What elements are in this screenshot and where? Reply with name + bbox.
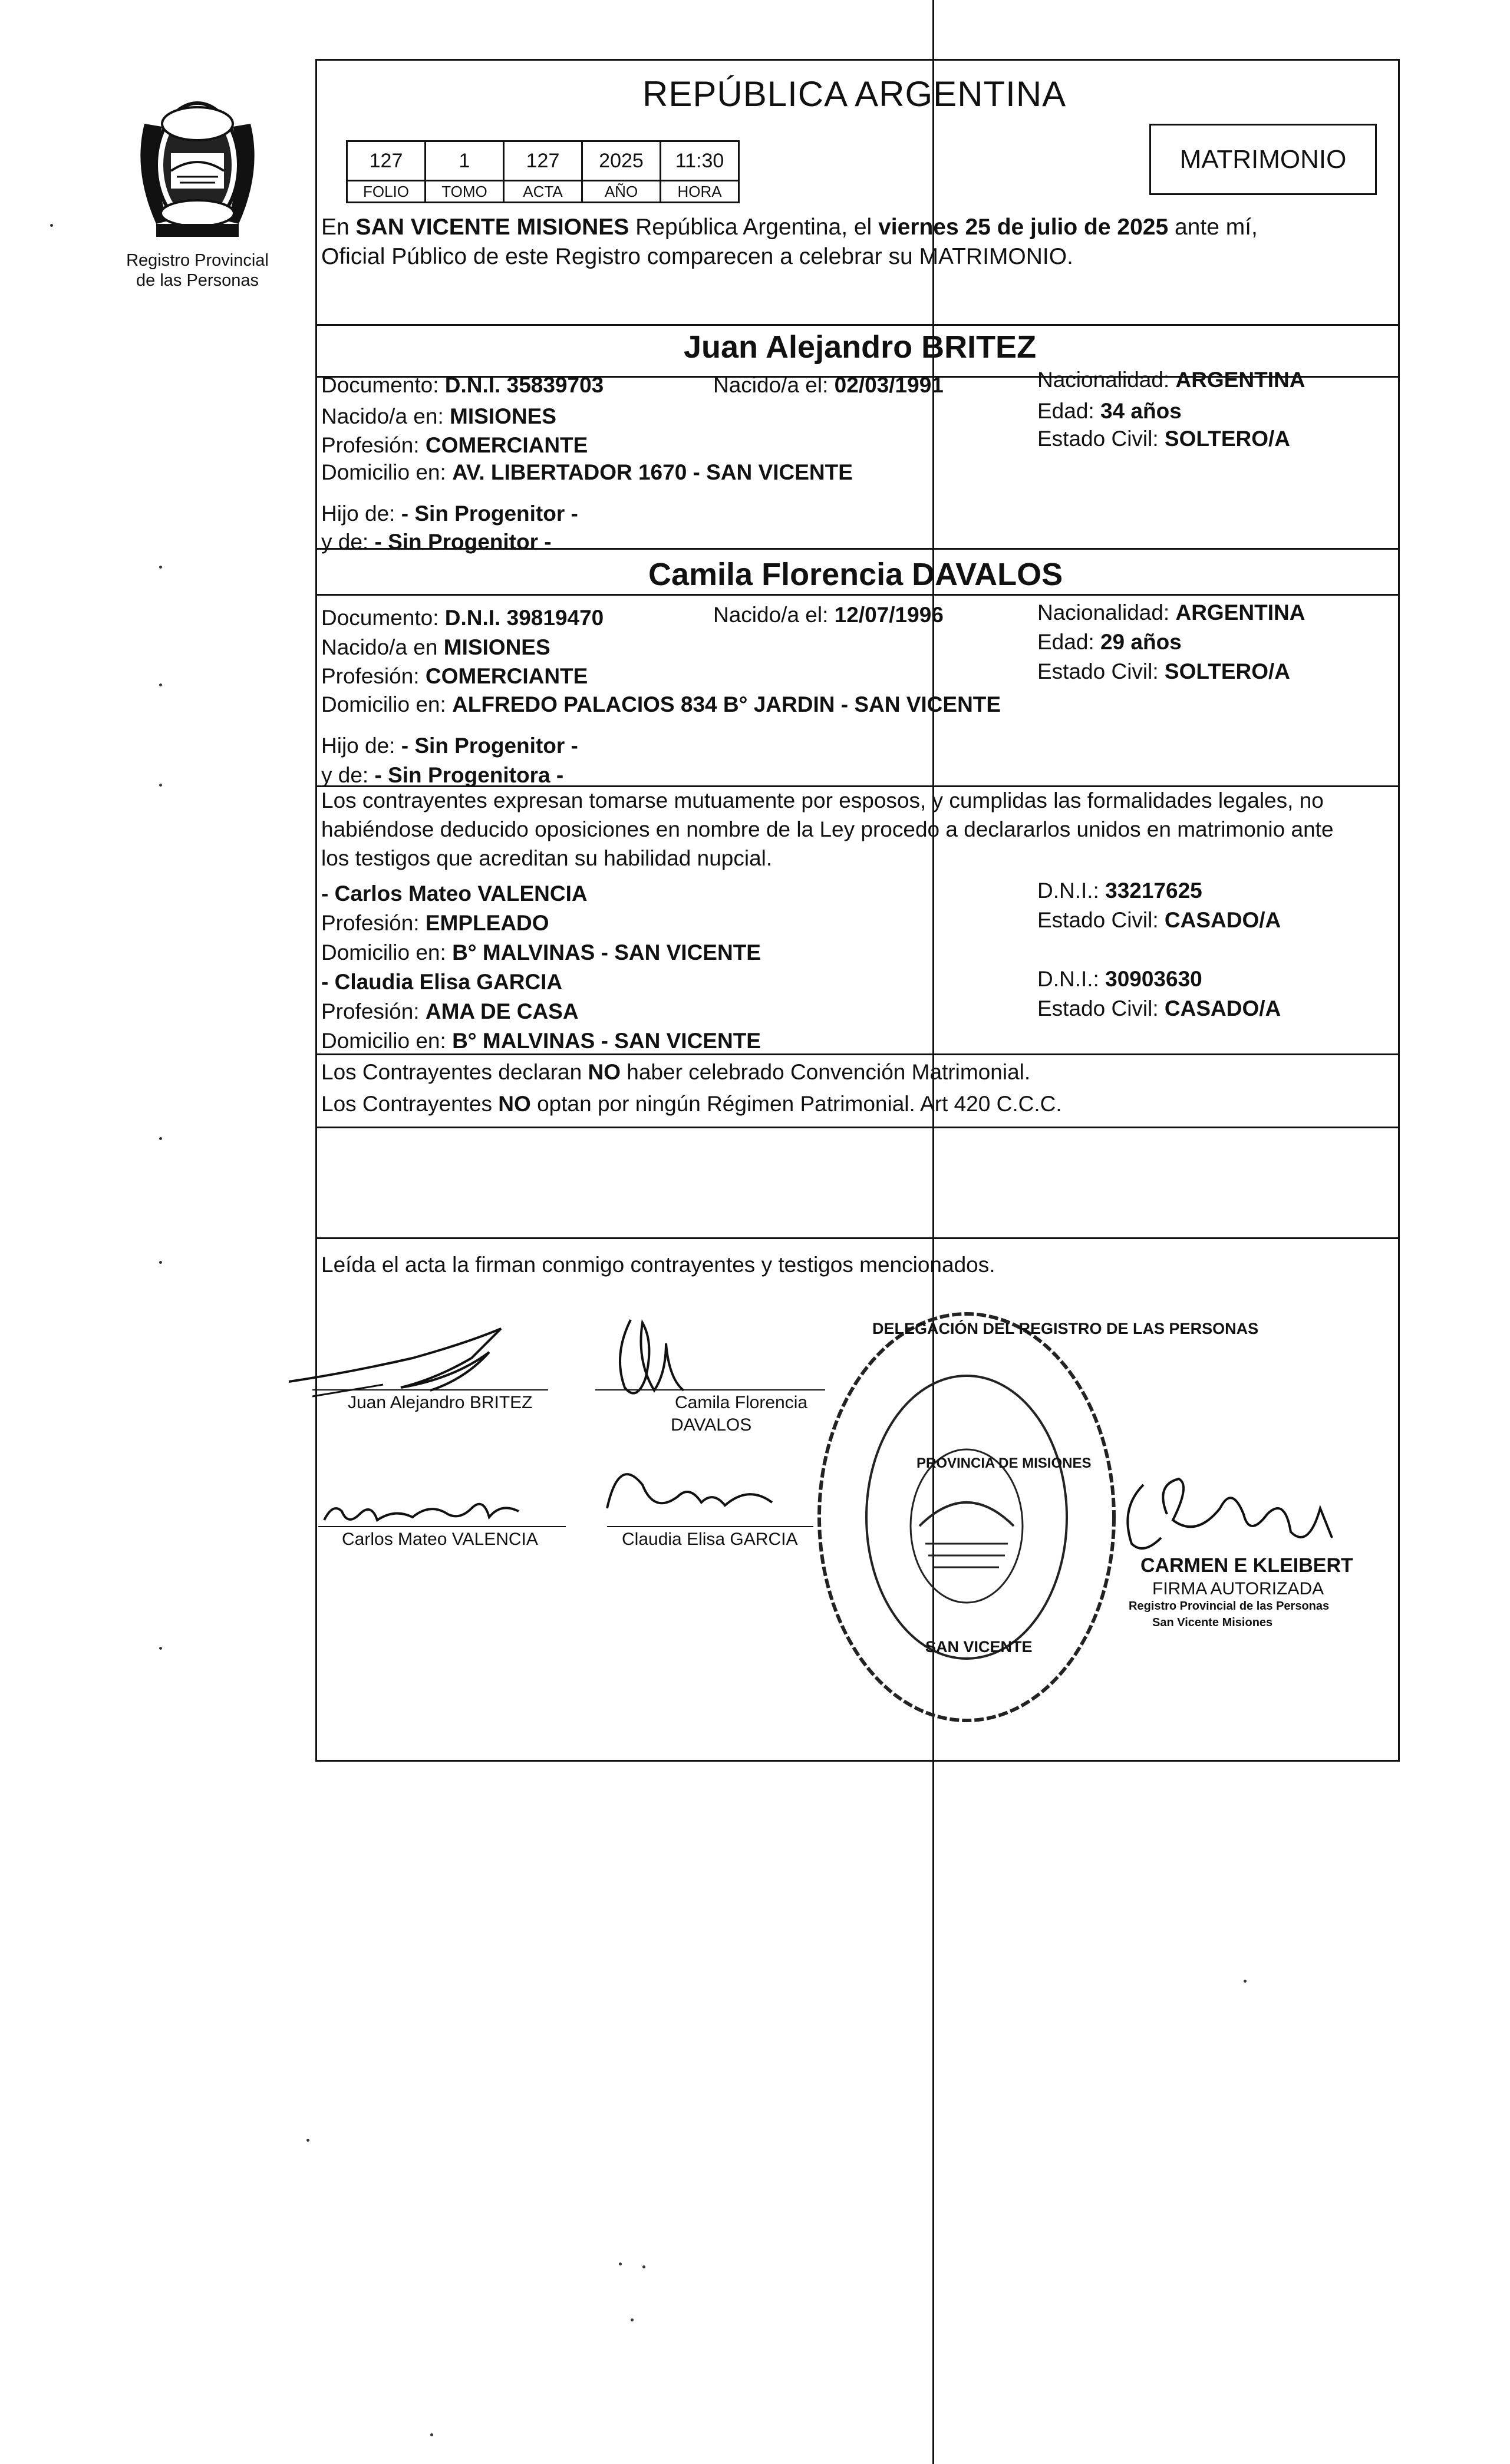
registry-logo [121, 88, 274, 247]
value: SOLTERO/A [1164, 659, 1291, 683]
scan-speck [631, 2318, 634, 2321]
spouse2-name: Camila Florencia DAVALOS [648, 557, 1063, 592]
label: Nacionalidad: [1037, 368, 1176, 392]
value: ARGENTINA [1175, 368, 1305, 392]
sig2-label-line2: DAVALOS [671, 1415, 752, 1435]
scan-speck [619, 2262, 622, 2265]
scan-speck [50, 224, 53, 227]
tomo-label: TOMO [426, 181, 504, 203]
emphasis: NO [588, 1060, 621, 1084]
value: AMA DE CASA [425, 999, 579, 1023]
label: Estado Civil: [1037, 427, 1165, 451]
intro-suffix: ante mí, [1168, 214, 1258, 240]
label: Estado Civil: [1037, 659, 1165, 683]
spouse2-civil-status [1037, 659, 1290, 685]
divider-blank [315, 1127, 1400, 1128]
spouse2-birthdate [713, 602, 944, 628]
spouse1-document [321, 372, 604, 398]
registry-table [346, 140, 740, 203]
value: CASADO/A [1164, 908, 1281, 932]
declaration-line1: Los contrayentes expresan tomarse mutuamente por esposos, y cumplidas las formalidades legales, no [321, 788, 1324, 812]
label: Documento: [321, 373, 445, 397]
act-type-box: MATRIMONIO [1149, 124, 1377, 195]
sig2-label-line1: Camila Florencia [675, 1393, 808, 1412]
label: Edad: [1037, 399, 1100, 423]
witness2-address [321, 1028, 761, 1054]
value: B° MALVINAS - SAN VICENTE [452, 940, 761, 965]
stamp-ring-text: DELEGACIÓN DEL REGISTRO DE LAS PERSONAS [872, 1320, 1259, 1337]
label: Hijo de: [321, 501, 401, 526]
label: Nacido/a el: [713, 373, 835, 397]
spouse2-parent1 [321, 733, 578, 759]
value: COMERCIANTE [425, 433, 588, 457]
acta-value: 127 [504, 141, 582, 181]
witness1-civil-status [1037, 907, 1281, 933]
declaration-line2: habiéndose deducido oposiciones en nombre de la Ley procedo a declararlos unidos en matrimonio ante [321, 817, 1334, 841]
spouse1-nationality [1037, 367, 1305, 393]
acta-label: ACTA [504, 181, 582, 203]
label: Nacido/a el: [713, 603, 835, 627]
spouse1-civil-status [1037, 426, 1290, 452]
label: Nacionalidad: [1037, 600, 1176, 625]
value: 29 años [1100, 630, 1182, 654]
official-name: CARMEN E KLEIBERT [1140, 1554, 1353, 1577]
spouse2-parent2 [321, 762, 563, 788]
label: Profesión: [321, 664, 426, 688]
value: CASADO/A [1164, 996, 1281, 1020]
stamp-bottom-text: SAN VICENTE [925, 1638, 1033, 1656]
label: y de: [321, 530, 375, 554]
label: Documento: [321, 606, 445, 630]
intro-line2: Oficial Público de este Registro comparecen a celebrar su MATRIMONIO. [321, 244, 1073, 269]
divider-closing [315, 1237, 1400, 1239]
label: Profesión: [321, 911, 426, 935]
anio-label: AÑO [582, 181, 661, 203]
value: COMERCIANTE [425, 664, 588, 688]
scan-speck [159, 1647, 162, 1650]
scan-speck [159, 1137, 162, 1140]
value: MISIONES [450, 404, 556, 428]
value: EMPLEADO [425, 911, 549, 935]
label: D.N.I.: [1037, 878, 1106, 903]
spouse2-address [321, 692, 1001, 718]
hora-value: 11:30 [661, 141, 739, 181]
label: Nacido/a en: [321, 404, 450, 428]
spouse1-address [321, 460, 853, 485]
stamp-inner-text: PROVINCIA DE MISIONES [916, 1455, 1092, 1471]
agreement-line2 [321, 1091, 1062, 1117]
value: D.N.I. 35839703 [444, 373, 604, 397]
value: - Sin Progenitora - [374, 763, 564, 787]
emphasis: NO [498, 1092, 531, 1116]
logo-caption-line2: de las Personas [136, 271, 259, 290]
sig3-line [318, 1526, 566, 1527]
label: Estado Civil: [1037, 996, 1165, 1020]
intro-prefix: En [321, 214, 356, 240]
value: 02/03/1991 [834, 373, 944, 397]
page-title: REPÚBLICA ARGENTINA [642, 74, 1067, 114]
label: Estado Civil: [1037, 908, 1165, 932]
label: Edad: [1037, 630, 1100, 654]
scan-speck [159, 683, 162, 686]
spouse1-birthdate [713, 372, 944, 398]
scan-speck [306, 2139, 309, 2142]
scan-speck [430, 2433, 433, 2436]
value: - Sin Progenitor - [374, 530, 552, 554]
divider-intro [315, 324, 1400, 326]
value: B° MALVINAS - SAN VICENTE [452, 1029, 761, 1053]
logo-caption-line1: Registro Provincial [126, 251, 269, 270]
value: 12/07/1996 [834, 603, 944, 627]
spouse2-age [1037, 629, 1182, 655]
value: ARGENTINA [1175, 600, 1305, 625]
spouse2-birthplace [321, 635, 550, 660]
label: D.N.I.: [1037, 967, 1106, 991]
divider-spouse2-name [315, 594, 1400, 596]
agreement-line1 [321, 1059, 1030, 1085]
official-role: FIRMA AUTORIZADA [1152, 1579, 1324, 1598]
sig1-line [312, 1389, 548, 1390]
spouse2-document [321, 605, 604, 631]
official-line4: San Vicente Misiones [1152, 1616, 1273, 1629]
label: Domicilio en: [321, 940, 453, 965]
intro-middle: República Argentina, el [629, 214, 879, 240]
value: AV. LIBERTADOR 1670 - SAN VICENTE [452, 460, 853, 484]
value: 34 años [1100, 399, 1182, 423]
spouse1-profession [321, 432, 588, 458]
spouse1-parent2 [321, 529, 552, 555]
sig4-line [607, 1526, 813, 1527]
spouse1-name: Juan Alejandro BRITEZ [684, 329, 1037, 365]
sig2-line [595, 1389, 825, 1390]
text: Los Contrayentes declaran [321, 1060, 588, 1084]
value: D.N.I. 39819470 [444, 606, 604, 630]
intro-place: SAN VICENTE MISIONES [355, 214, 629, 240]
scan-speck [159, 1261, 162, 1264]
value: ALFREDO PALACIOS 834 B° JARDIN - SAN VICENTE [452, 692, 1001, 716]
folio-value: 127 [347, 141, 426, 181]
witness1-name: - Carlos Mateo VALENCIA [321, 881, 588, 906]
witness2-civil-status [1037, 996, 1281, 1022]
label: Nacido/a en [321, 635, 444, 659]
scan-speck [159, 566, 162, 569]
spouse1-age [1037, 398, 1182, 424]
intro-date: viernes 25 de julio de 2025 [878, 214, 1169, 240]
label: Domicilio en: [321, 1029, 453, 1053]
closing-text: Leída el acta la firman conmigo contrayentes y testigos mencionados. [321, 1253, 995, 1277]
witness1-dni [1037, 878, 1202, 904]
text: Los Contrayentes [321, 1092, 499, 1116]
sig1-label: Juan Alejandro BRITEZ [348, 1393, 533, 1412]
value: MISIONES [443, 635, 550, 659]
label: Hijo de: [321, 734, 401, 758]
label: Domicilio en: [321, 460, 453, 484]
spouse1-parent1 [321, 501, 578, 527]
witness1-profession [321, 910, 549, 936]
sig3-label: Carlos Mateo VALENCIA [342, 1530, 538, 1549]
sig4-label: Claudia Elisa GARCIA [622, 1530, 798, 1549]
scan-fold-line [932, 0, 934, 2464]
label: Profesión: [321, 999, 426, 1023]
value: SOLTERO/A [1164, 427, 1291, 451]
witness2-dni [1037, 966, 1202, 992]
label: y de: [321, 763, 375, 787]
text: optan por ningún Régimen Patrimonial. Art 420 C.C.C. [530, 1092, 1062, 1116]
registry-stamp [807, 1302, 1126, 1732]
witness2-name: - Claudia Elisa GARCIA [321, 970, 563, 994]
folio-label: FOLIO [347, 181, 426, 203]
witness1-address [321, 940, 761, 966]
label: Domicilio en: [321, 692, 453, 716]
scan-speck [159, 784, 162, 787]
anio-value: 2025 [582, 141, 661, 181]
spouse2-profession [321, 663, 588, 689]
official-signature [1108, 1461, 1356, 1561]
witness2-profession [321, 999, 579, 1025]
value: 30903630 [1105, 967, 1202, 991]
scan-speck [642, 2265, 645, 2268]
declaration-line3: los testigos que acreditan su habilidad nupcial. [321, 846, 773, 870]
official-line3: Registro Provincial de las Personas [1129, 1600, 1330, 1613]
hora-label: HORA [661, 181, 739, 203]
scan-speck [1244, 1980, 1247, 1983]
value: - Sin Progenitor - [401, 501, 578, 526]
spouse2-nationality [1037, 600, 1305, 626]
text: haber celebrado Convención Matrimonial. [621, 1060, 1031, 1084]
value: 33217625 [1105, 878, 1202, 903]
logo-caption [112, 250, 283, 290]
value: - Sin Progenitor - [401, 734, 578, 758]
tomo-value: 1 [426, 141, 504, 181]
spouse1-birthplace [321, 404, 556, 430]
intro-line1 [321, 214, 1258, 240]
label: Profesión: [321, 433, 426, 457]
